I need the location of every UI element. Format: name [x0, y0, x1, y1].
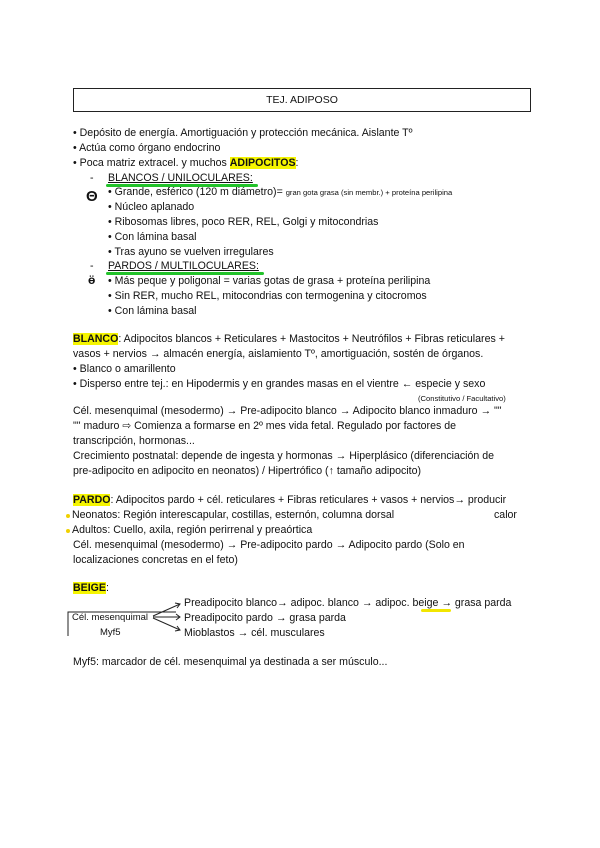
title-box [73, 88, 531, 112]
myf5-note: Myf5: marcador de cél. mesenquimal ya destinada a ser músculo... [73, 656, 388, 668]
beige-route-3: Mioblastos → cél. musculares [184, 627, 325, 639]
intro-bullet-1: • Depósito de energía. Amortiguación y protección mecánica. Aislante Tº [73, 127, 413, 139]
beige-heading [73, 582, 109, 594]
blanco-line-3: • Blanco o amarillento [73, 363, 176, 375]
intro-bullet-3-colon: : [295, 157, 299, 169]
beige-route-1 [184, 597, 511, 609]
intro-bullet-2: • Actúa como órgano endocrino [73, 142, 221, 154]
blanco-line-7: "" maduro ⇨ Comienza a formarse en 2º mes vida fetal. Regulado por factores de [73, 420, 456, 432]
mesenquimal-box-label: Cél. mesenquimal [72, 612, 149, 623]
adultos-yellow-dot [66, 529, 70, 533]
blanco-line-8: transcripción, hormonas... [73, 435, 195, 447]
beige-route-1-end: → grasa parda [438, 597, 512, 609]
blanco-line-9: Crecimiento postnatal: depende de ingesta y hormonas → Hiperplásico (diferenciación de [73, 450, 495, 462]
pardo-line-2-calor: calor [494, 509, 517, 521]
unilocular-symbol-icon: Θ [86, 188, 98, 205]
blanco-line-1-text: : Adipocitos blancos + Reticulares + Mastocitos + Neutrófilos + Fibras reticulares + [118, 333, 505, 345]
pardos-dash: - [90, 260, 94, 272]
intro-bullet-3 [73, 157, 298, 169]
multilocular-symbol-icon: ӫ [88, 273, 96, 287]
blancos-item-3: • Ribosomas libres, poco RER, REL, Golgi y mitocondrias [108, 216, 379, 228]
blanco-label: BLANCO [73, 333, 119, 345]
pardos-item-1: • Más peque y poligonal = varias gotas de grasa + proteína perilipina [108, 275, 431, 287]
blanco-line-6: Cél. mesenquimal (mesodermo) → Pre-adipocito blanco → Adipocito blanco inmaduro → "" [73, 405, 502, 417]
blanco-line-2: vasos + nervios → almacén energía, aislamiento Tº, amortiguación, sostén de órganos. [73, 348, 484, 360]
beige-yellow-underline [421, 609, 451, 612]
blanco-line-10: pre-adipocito en adipocito en neonatos) / Hipertrófico (↑ tamaño adipocito) [73, 465, 422, 477]
blancos-item-1-detail: gran gota grasa (sin membr.) + proteína perilipina [285, 188, 453, 197]
page-title: TEJ. ADIPOSO [266, 94, 338, 106]
neonatos-yellow-dot [66, 514, 70, 518]
pardos-heading: PARDOS / MULTILOCULARES: [108, 260, 259, 272]
blancos-item-4: • Con lámina basal [108, 231, 197, 243]
blancos-dash: - [90, 172, 94, 184]
intro-bullet-3-text: • Poca matriz extracel. y muchos [73, 157, 230, 169]
blanco-constitutivo-note: (Constitutivo / Facultativo) [418, 394, 506, 403]
myf5-box-label: Myf5 [100, 627, 121, 638]
blanco-line-1 [73, 333, 505, 345]
blanco-line-4: • Disperso entre tej.: en Hipodermis y en grandes masas en el vientre ← especie y sexo [73, 378, 486, 390]
blancos-item-5: • Tras ayuno se vuelven irregulares [108, 246, 274, 258]
beige-label: BEIGE [73, 582, 106, 594]
beige-route-1-text: Preadipocito blanco→ adipoc. blanco → adipoc. [184, 597, 413, 609]
pardo-line-1 [73, 494, 506, 506]
pardo-line-1-text: : Adipocitos pardo + cél. reticulares + Fibras reticulares + vasos + nervios→ producir [110, 494, 507, 506]
blancos-heading: BLANCOS / UNILOCULARES: [108, 172, 253, 184]
pardo-line-3: Adultos: Cuello, axila, región perirrenal y preaórtica [72, 524, 313, 536]
blancos-item-2: • Núcleo aplanado [108, 201, 195, 213]
blancos-item-1 [108, 186, 452, 198]
pardo-line-4: Cél. mesenquimal (mesodermo) → Pre-adipocito pardo → Adipocito pardo (Solo en [73, 539, 465, 551]
adipocitos-highlight: ADIPOCITOS [229, 157, 296, 169]
beige-route-2: Preadipocito pardo → grasa parda [184, 612, 346, 624]
pardos-item-3: • Con lámina basal [108, 305, 197, 317]
pardo-line-2: Neonatos: Región interescapular, costillas, esternón, columna dorsal [72, 509, 395, 521]
blancos-item-1-text: • Grande, esférico (120 m diámetro)= [108, 186, 286, 198]
pardo-label: PARDO [73, 494, 111, 506]
pardo-line-5: localizaciones concretas en el feto) [73, 554, 238, 566]
beige-colon: : [105, 582, 109, 594]
pardos-item-2: • Sin RER, mucho REL, mitocondrias con termogenina y citocromos [108, 290, 427, 302]
beige-word: beige [412, 597, 439, 609]
